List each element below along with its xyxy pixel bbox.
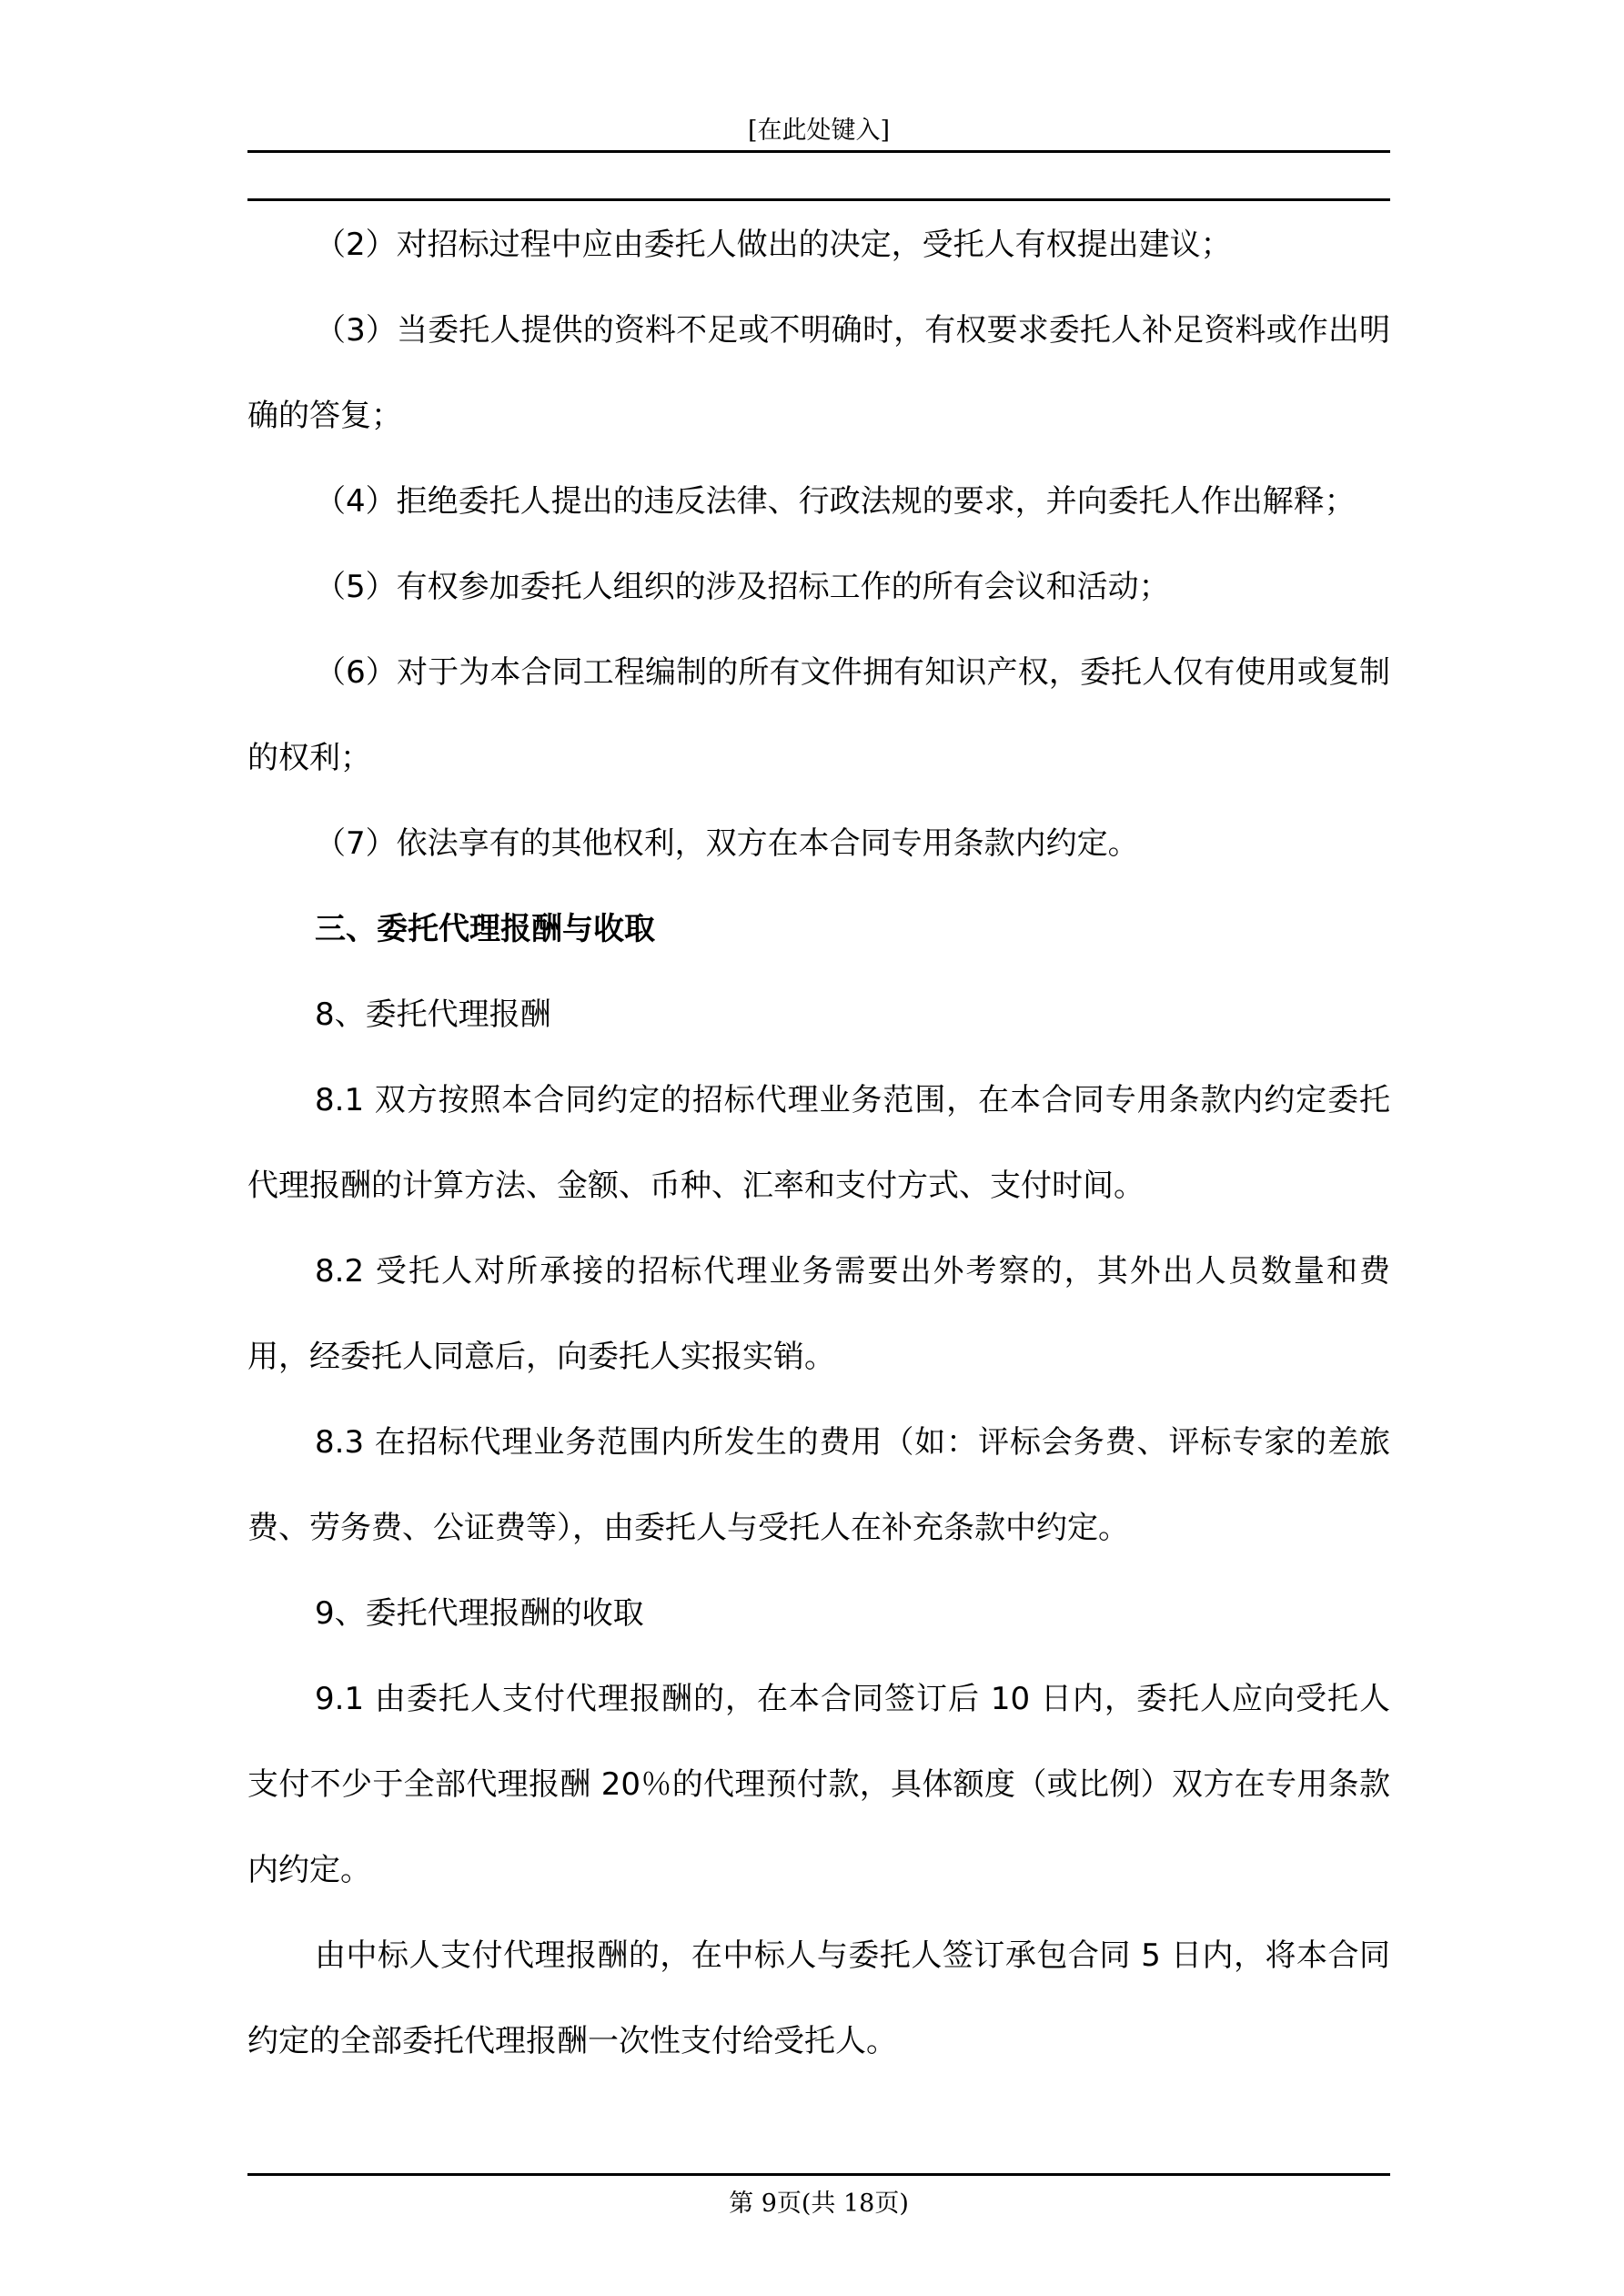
paragraph-right-6: （6）对于为本合同工程编制的所有文件拥有知识产权，委托人仅有使用或复制的权利； (247, 654, 1390, 776)
clause-8-2: 8.2 受托人对所承接的招标代理业务需要出外考察的，其外出人员数量和费用，经委托人同意后，向委托人实报实销。 (247, 1253, 1390, 1375)
clause-8-3: 8.3 在招标代理业务范围内所发生的费用（如：评标会务费、评标专家的差旅费、劳务费、公证费等），由委托人与受托人在补充条款中约定。 (247, 1424, 1390, 1546)
paragraph-right-5: （5）有权参加委托人组织的涉及招标工作的所有会议和活动； (315, 569, 1170, 605)
top-rule (247, 198, 1390, 201)
clause-8-1: 8.1 双方按照本合同约定的招标代理业务范围，在本合同专用条款内约定委托代理报酬的计算方法、金额、币种、汇率和支付方式、支付时间。 (247, 1082, 1390, 1204)
section-heading: 三、委托代理报酬与收取 (315, 911, 655, 947)
header-rule (247, 150, 1390, 153)
page-footer: 第 9页(共 18页) (729, 2190, 909, 2218)
clause-9-1-continued: 由中标人支付代理报酬的，在中标人与委托人签订承包合同 5 日内，将本合同约定的全部委托代理报酬一次性支付给受托人。 (247, 1937, 1390, 2059)
footer-rule (247, 2173, 1390, 2176)
paragraph-right-7: （7）依法享有的其他权利，双方在本合同专用条款内约定。 (315, 825, 1139, 862)
document-body (247, 202, 1390, 2084)
paragraph-right-4: （4）拒绝委托人提出的违反法律、行政法规的要求，并向委托人作出解释； (315, 483, 1356, 520)
paragraph-right-3: （3）当委托人提供的资料不足或不明确时，有权要求委托人补足资料或作出明确的答复； (247, 312, 1390, 434)
paragraph-right-2: （2）对招标过程中应由委托人做出的决定，受托人有权提出建议； (315, 227, 1232, 263)
clause-9-1: 9.1 由委托人支付代理报酬的，在本合同签订后 10 日内，委托人应向受托人支付不少于全部代理报酬 20％的代理预付款，具体额度（或比例）双方在专用条款内约定。 (247, 1681, 1390, 1888)
page-header: [在此处键入] (747, 116, 891, 145)
subsection-heading-8: 8、委托代理报酬 (315, 996, 551, 1033)
subsection-heading-9: 9、委托代理报酬的收取 (315, 1595, 644, 1632)
